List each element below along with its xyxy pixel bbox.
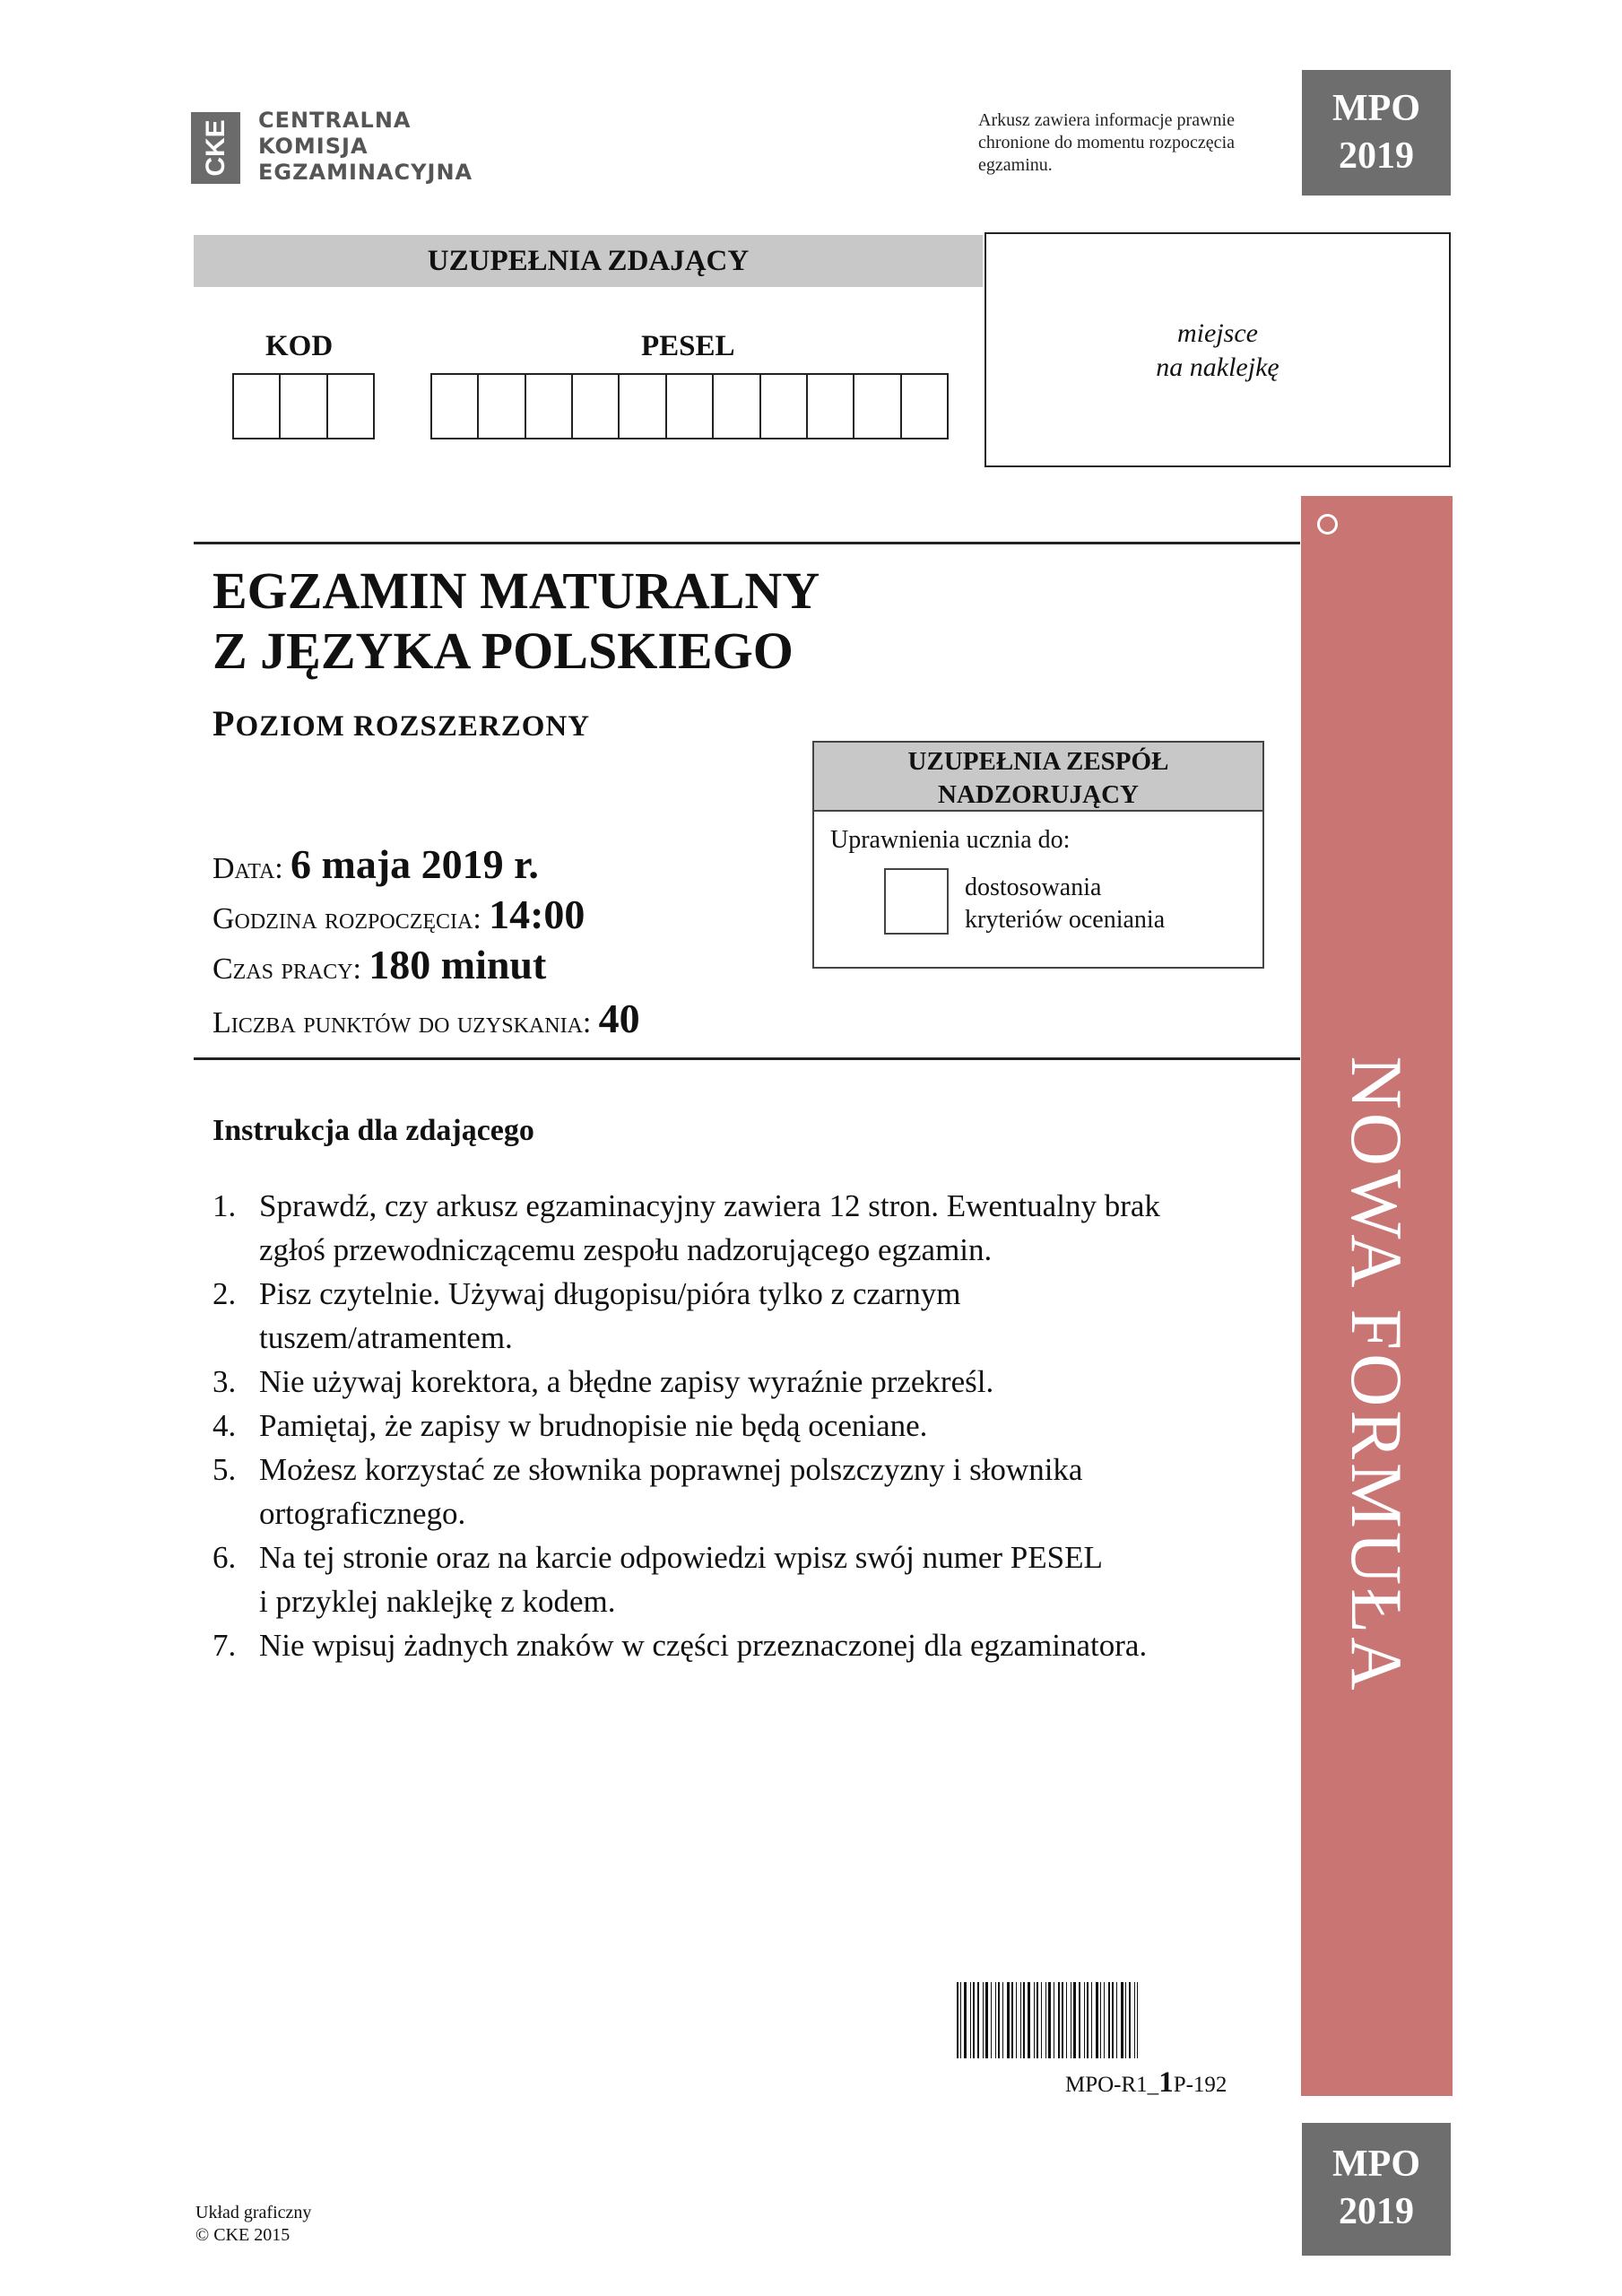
barcode-bar (1045, 1982, 1046, 2058)
instruction-item: 3. Nie używaj korektora, a błędne zapisy wyraźnie przekreśl. (213, 1364, 994, 1399)
circle-icon (1317, 514, 1338, 535)
barcode-bar (1091, 1982, 1092, 2058)
barcode-bar (985, 1982, 988, 2058)
exam-code: MPO (1332, 88, 1420, 129)
barcode-bar (1037, 1982, 1038, 2058)
pesel-input-cells[interactable] (430, 373, 949, 439)
barcode-bar (1011, 1982, 1013, 2058)
sticker-label: na naklejkę (1156, 352, 1279, 382)
new-formula-band (1301, 496, 1453, 2096)
instruction-item: 4. Pamiętaj, że zapisy w brudnopisie nie będą oceniane. (213, 1408, 928, 1443)
pesel-cell[interactable] (573, 375, 620, 438)
barcode-bar (1137, 1982, 1138, 2058)
barcode-bar (995, 1982, 996, 2058)
barcode-bar (991, 1982, 992, 2058)
supervisors-heading: UZUPEŁNIA ZESPÓŁ NADZORUJĄCY (814, 743, 1262, 812)
barcode-bar (1096, 1982, 1098, 2058)
barcode-bar (1066, 1982, 1067, 2058)
instruction-item: 6. Na tej stronie oraz na karcie odpowiedzi wpisz swój numer PESEL i przyklej naklejkę z kodem. (213, 1540, 1103, 1619)
barcode-bar (964, 1982, 967, 2058)
barcode-bar (957, 1982, 958, 2058)
barcode-bar (1002, 1982, 1003, 2058)
exam-points: Liczba punktów do uzyskania: 40 (213, 996, 640, 1041)
barcode-bar (1023, 1982, 1025, 2058)
instruction-item: 7. Nie wpisuj żadnych znaków w części przeznaczonej dla egzaminatora. (213, 1628, 1148, 1663)
barcode-bar (1134, 1982, 1135, 2058)
exam-code-box-bottom (1302, 2123, 1451, 2256)
rights-label: Uprawnienia ucznia do: (830, 826, 1071, 854)
barcode-bar (1016, 1982, 1017, 2058)
barcode-bar (1062, 1982, 1063, 2058)
barcode-bar (1087, 1982, 1089, 2058)
footer-line: © CKE 2015 (195, 2225, 291, 2245)
kod-label: KOD (265, 330, 334, 362)
logo-line: CENTRALNA (258, 108, 412, 133)
barcode-bar (1084, 1982, 1085, 2058)
barcode (957, 1982, 1264, 2058)
pesel-cell[interactable] (761, 375, 808, 438)
kod-cell[interactable] (234, 375, 281, 438)
barcode-bar (960, 1982, 961, 2058)
barcode-bar (1048, 1982, 1051, 2058)
criteria-checkbox[interactable] (884, 868, 949, 935)
kod-cell[interactable] (328, 375, 373, 438)
barcode-bar (1125, 1982, 1126, 2058)
barcode-bar (1121, 1982, 1123, 2058)
barcode-bar (998, 1982, 1000, 2058)
barcode-bar (970, 1982, 971, 2058)
barcode-bar (1108, 1982, 1110, 2058)
barcode-bar (1007, 1982, 1010, 2058)
pesel-cell[interactable] (479, 375, 525, 438)
sheet-code: MPO-R1_1P-192 (1065, 2066, 1227, 2099)
sticker-area (984, 232, 1451, 467)
criteria-label: dostosowania kryteriów oceniania (965, 874, 1166, 934)
exam-start-time: Godzina rozpoczęcia: 14:00 (213, 891, 585, 937)
barcode-bar (977, 1982, 979, 2058)
barcode-bar (1100, 1982, 1101, 2058)
barcode-bar (1020, 1982, 1021, 2058)
pesel-cell[interactable] (714, 375, 760, 438)
divider (194, 1057, 1300, 1060)
barcode-bar (1112, 1982, 1114, 2058)
exam-year: 2019 (1339, 2191, 1414, 2232)
exam-code-box-top (1302, 70, 1451, 196)
title-line: Z JĘZYKA POLSKIEGO (213, 622, 794, 680)
supervisors-box (812, 741, 1264, 969)
logo-line: EGZAMINACYJNA (258, 160, 473, 185)
cke-logo-text (258, 108, 473, 186)
barcode-bar (1104, 1982, 1105, 2058)
barcode-bar (973, 1982, 975, 2058)
band-text: NOWA FORMUŁA (1336, 1056, 1418, 1694)
barcode-bar (983, 1982, 984, 2058)
sticker-label: miejsce (1177, 318, 1258, 348)
kod-input-cells[interactable] (232, 373, 375, 439)
barcode-bar (1116, 1982, 1117, 2058)
pesel-cell[interactable] (526, 375, 573, 438)
barcode-bar (1028, 1982, 1030, 2058)
instruction-item: 5. Możesz korzystać ze słownika poprawnej polszczyzny i słownika ortograficznego. (213, 1452, 1083, 1531)
exam-level: POZIOM ROZSZERZONY (213, 703, 591, 744)
barcode-bar (1058, 1982, 1060, 2058)
candidate-section-heading: UZUPEŁNIA ZDAJĄCY (194, 235, 983, 287)
barcode-bar (1129, 1982, 1131, 2058)
barcode-bar (1041, 1982, 1042, 2058)
instructions-heading: Instrukcja dla zdającego (213, 1114, 534, 1147)
footer-line: Układ graficzny (195, 2203, 312, 2222)
divider (194, 542, 1300, 544)
exam-year: 2019 (1339, 135, 1414, 177)
kod-cell[interactable] (281, 375, 327, 438)
barcode-bar (1079, 1982, 1080, 2058)
cke-logo-mark: CKE (191, 112, 240, 184)
exam-date: Data: 6 maja 2019 r. (213, 841, 539, 887)
exam-code: MPO (1332, 2144, 1420, 2185)
instruction-item: 2. Pisz czytelnie. Używaj długopisu/pióra tylko z czarnym tuszem/atramentem. (213, 1276, 961, 1355)
exam-duration: Czas pracy: 180 minut (213, 942, 547, 987)
instructions-list (213, 1184, 1244, 1667)
exam-title (213, 561, 820, 681)
barcode-bar (1034, 1982, 1035, 2058)
pesel-cell[interactable] (854, 375, 901, 438)
title-line: EGZAMIN MATURALNY (213, 561, 820, 620)
pesel-cell[interactable] (902, 375, 947, 438)
instruction-item: 1. Sprawdź, czy arkusz egzaminacyjny zawiera 12 stron. Ewentualny brak zgłoś przewodniczącemu zespołu nadzorującego egzamin. (213, 1188, 1160, 1267)
footer (195, 2202, 311, 2247)
pesel-cell[interactable] (667, 375, 714, 438)
pesel-label: PESEL (641, 330, 735, 362)
pesel-cell[interactable] (620, 375, 666, 438)
pesel-cell[interactable] (432, 375, 479, 438)
logo-line: KOMISJA (258, 134, 369, 159)
legal-notice: Arkusz zawiera informacje prawnie chronione do momentu rozpoczęcia egzaminu. (978, 110, 1235, 175)
pesel-cell[interactable] (808, 375, 854, 438)
barcode-bar (1073, 1982, 1076, 2058)
